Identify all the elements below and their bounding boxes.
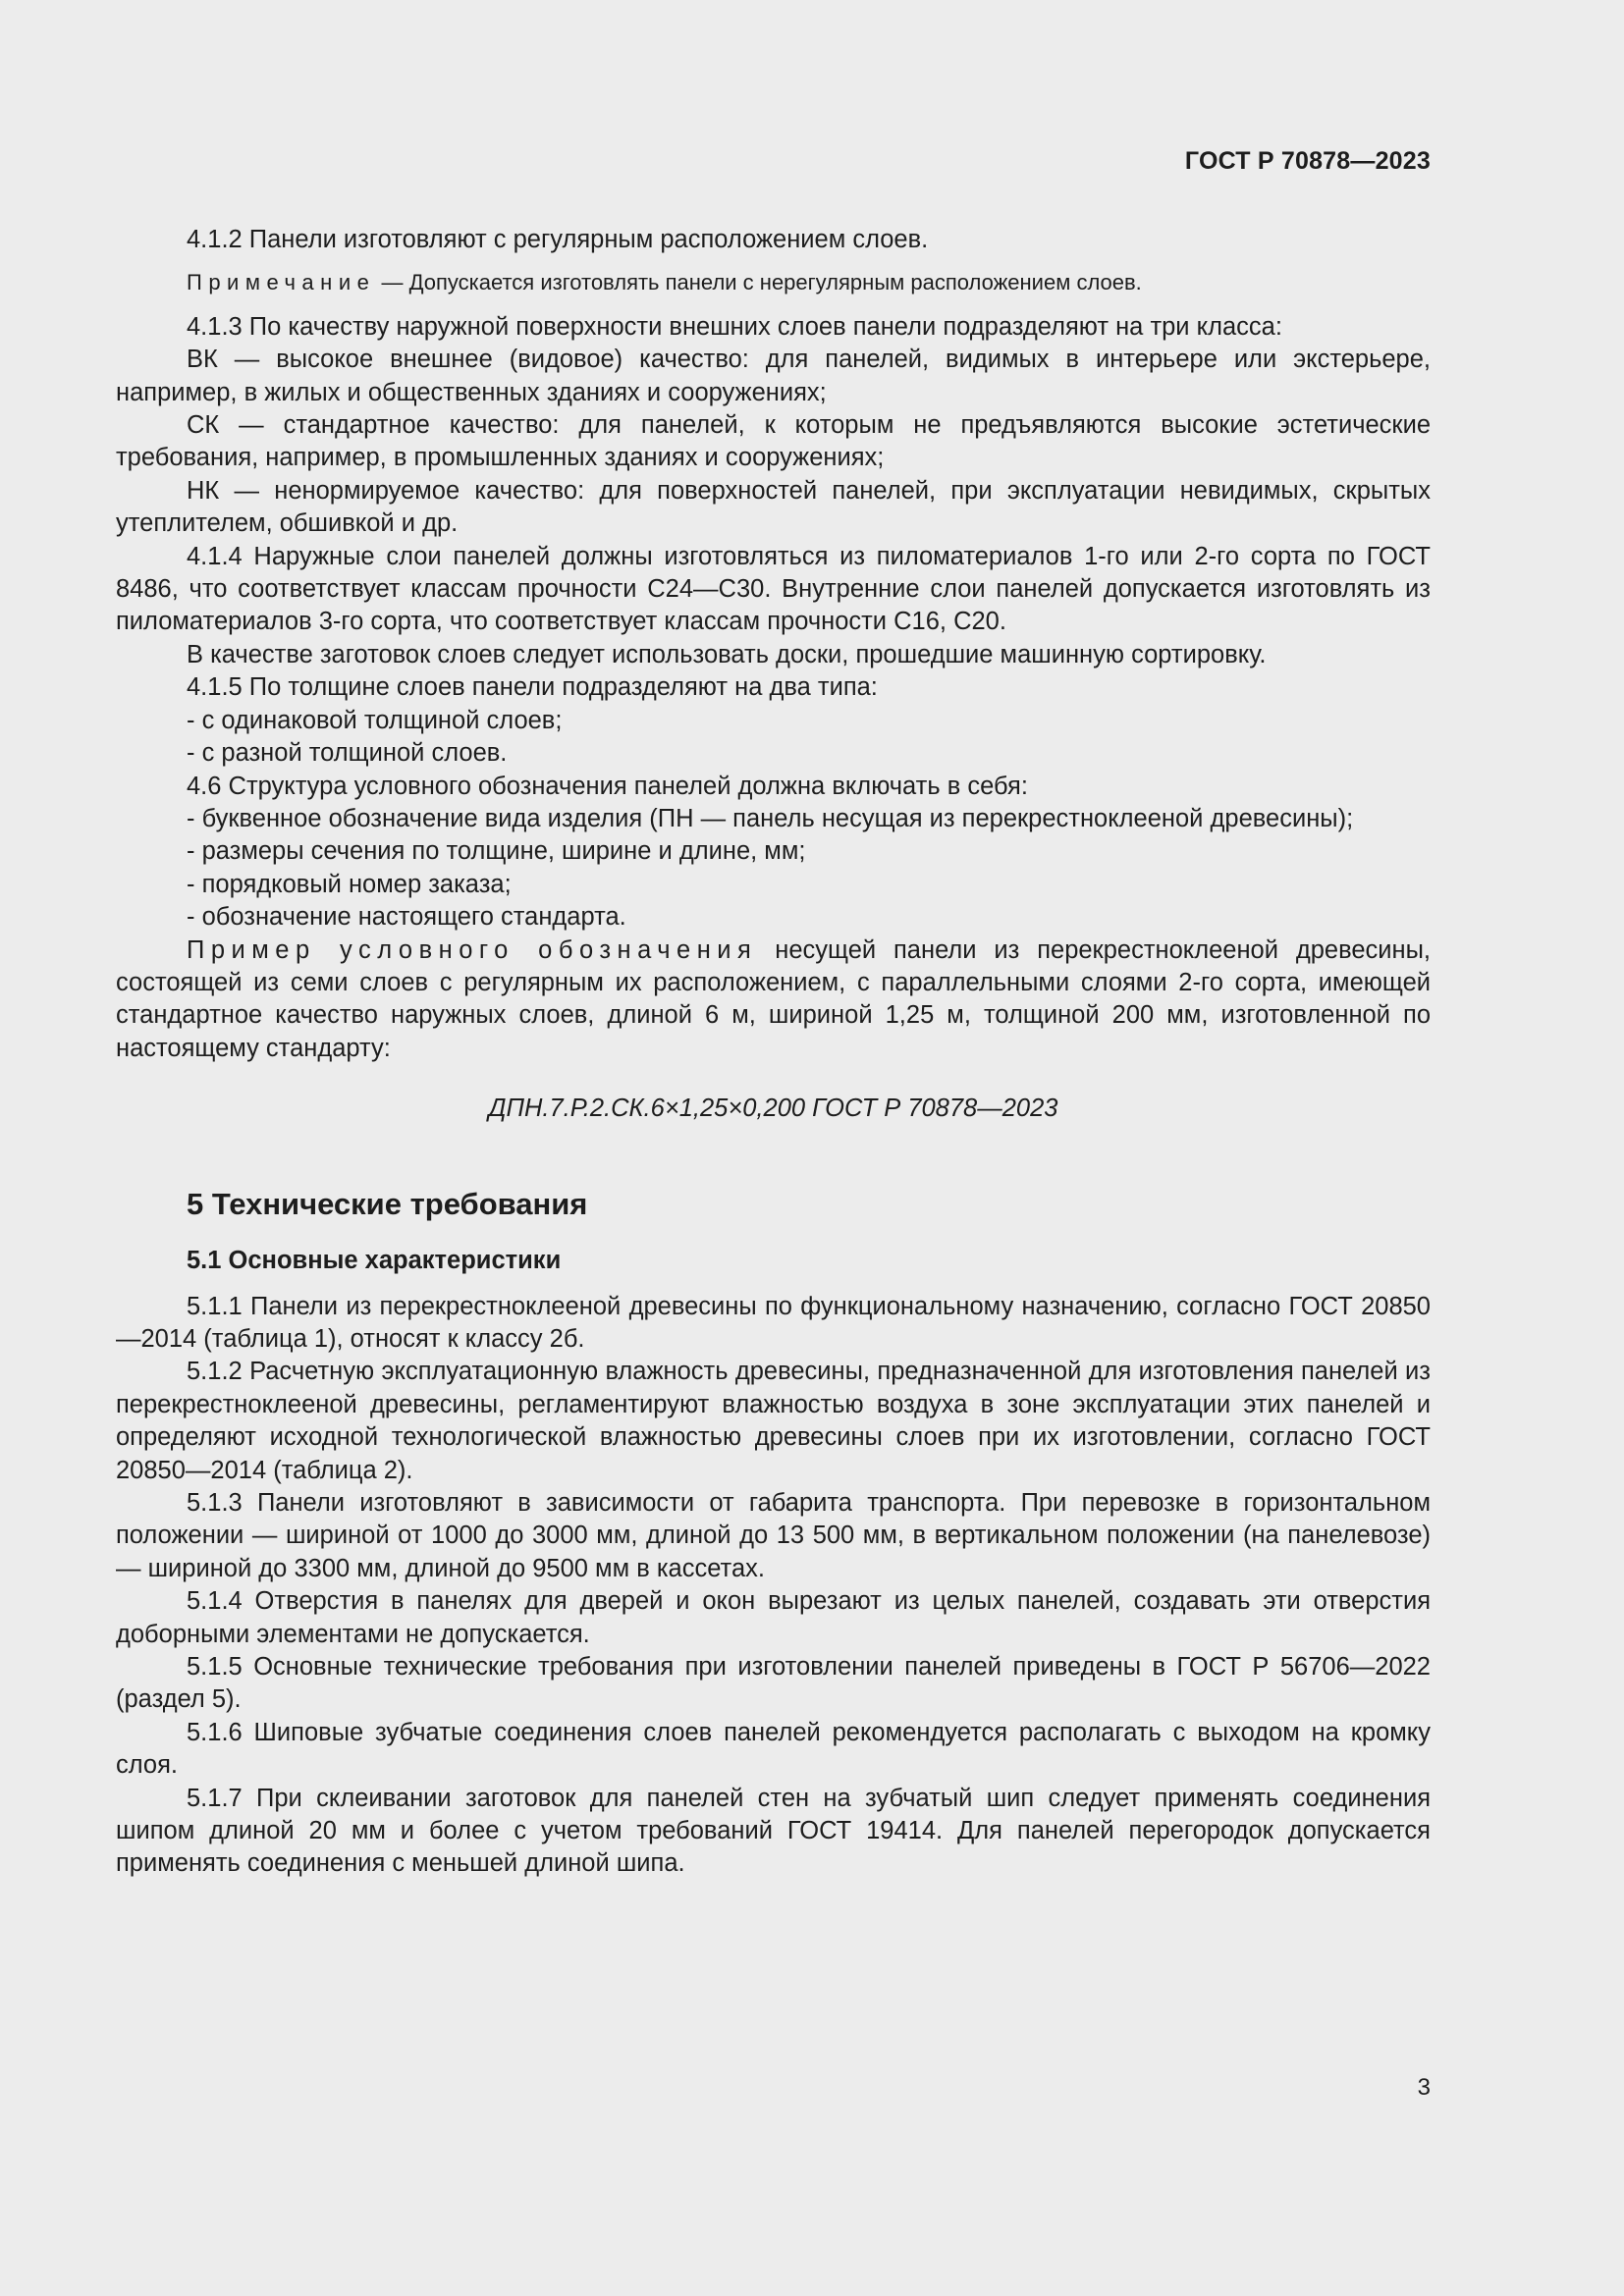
section-5-1-heading: 5.1 Основные характеристики	[187, 1246, 562, 1274]
example-paragraph	[116, 934, 1431, 1066]
paragraph-4-6: 4.6 Структура условного обозначения панелей должна включать в себя:	[187, 772, 1028, 800]
list-item: - с разной толщиной слоев.	[187, 739, 508, 768]
paragraph-5-1-7: 5.1.7 При склеивании заготовок для панелей стен на зубчатый шип следует применять соединения шипом длиной 20 мм и более с учетом требований ГОСТ 19414. Для панелей перегородок допускается применять соединения с меньшей длиной шипа.	[116, 1784, 1431, 1878]
paragraph-4-1-2: 4.1.2 Панели изготовляют с регулярным расположением слоев.	[187, 226, 929, 253]
document-code: ГОСТ Р 70878—2023	[1184, 147, 1431, 175]
paragraph-5-1-5: 5.1.5 Основные технические требования при изготовлении панелей приведены в ГОСТ Р 56706—2022 (раздел 5).	[116, 1653, 1431, 1714]
list-item: - буквенное обозначение вида изделия (ПН — панель несущая из перекрестноклееной древесины);	[187, 804, 1354, 832]
document-body	[116, 224, 1431, 1881]
paragraph-4-1-5: 4.1.5 По толщине слоев панели подразделяют на два типа:	[187, 673, 878, 702]
section-5-heading: 5 Технические требования	[187, 1186, 588, 1221]
list-item: - порядковый номер заказа;	[187, 870, 512, 898]
paragraph-5-1-6: 5.1.6 Шиповые зубчатые соединения слоев панелей рекомендуется располагать с выходом на кромку слоя.	[116, 1718, 1431, 1780]
paragraph-class-nk: НК — ненормируемое качество: для поверхностей панелей, при эксплуатации невидимых, скрытых утеплителем, обшивкой и др.	[116, 476, 1431, 538]
paragraph-class-vk: ВК — высокое внешнее (видовое) качество: для панелей, видимых в интерьере или экстерьере, например, в жилых и общественных зданиях и сооружениях;	[116, 346, 1431, 406]
note-label: Примечание	[187, 270, 376, 295]
example-label: Пример условного обозначения	[187, 935, 758, 964]
paragraph-4-1-4-sorting: В качестве заготовок слоев следует использовать доски, прошедшие машинную сортировку.	[187, 640, 1267, 668]
list-item: - размеры сечения по толщине, ширине и длине, мм;	[187, 837, 806, 866]
paragraph-5-1-2: 5.1.2 Расчетную эксплуатационную влажность древесины, предназначенной для изготовления панелей из перекрестноклееной древесины, регламентируют влажностью воздуха в зоне эксплуатации этих панелей и определяют исходной технологической влажностью древесины слоев при их изготовлении, согласно ГОСТ 20850—2014 (таблица 2).	[116, 1358, 1431, 1484]
note-text: — Допускается изготовлять панели с нерегулярным расположением слоев.	[375, 270, 1142, 295]
example-text: несущей панели из перекрестноклееной древесины, состоящей из семи слоев с регулярным их расположением, с параллельными слоями 2-го сорта, имеющей стандартное качество наружных слоев, длиной 6 м, шириной 1,25 м, толщиной 200 мм, изготовленной по настоящему стандарту:	[116, 935, 1432, 1062]
paragraph-5-1-4: 5.1.4 Отверстия в панелях для дверей и окон вырезают из целых панелей, создавать эти отверстия доборными элементами не допускается.	[116, 1587, 1431, 1648]
page-number: 3	[1417, 2074, 1431, 2101]
paragraph-5-1-3: 5.1.3 Панели изготовляют в зависимости от габарита транспорта. При перевозке в горизонтальном положении — шириной от 1000 до 3000 мм, длиной до 13 500 мм, в вертикальном положении (на панелевозе) — шириной до 3300 мм, длиной до 9500 мм в кассетах.	[116, 1489, 1431, 1582]
designation-formula: ДПН.7.Р.2.СК.6×1,25×0,200 ГОСТ Р 70878—2023	[488, 1095, 1058, 1123]
list-item: - обозначение настоящего стандарта.	[187, 903, 626, 932]
paragraph-class-sk: СК — стандартное качество: для панелей, к которым не предъявляются высокие эстетические требования, например, в промышленных зданиях и сооружениях;	[116, 411, 1431, 472]
paragraph-4-1-3: 4.1.3 По качеству наружной поверхности внешних слоев панели подразделяют на три класса:	[187, 312, 1282, 341]
list-item: - с одинаковой толщиной слоев;	[187, 706, 563, 734]
note	[116, 266, 1431, 298]
paragraph-5-1-1: 5.1.1 Панели из перекрестноклееной древесины по функциональному назначению, согласно ГОСТ 20850—2014 (таблица 1), относят к классу 2б.	[116, 1292, 1431, 1353]
paragraph-4-1-4: 4.1.4 Наружные слои панелей должны изготовляться из пиломатериалов 1-го или 2-го сорта по ГОСТ 8486, что соответствует классам прочности С24—С30. Внутренние слои панелей допускается изготовлять из пиломатериалов 3-го сорта, что соответствует классам прочности С16, С20.	[116, 542, 1431, 636]
